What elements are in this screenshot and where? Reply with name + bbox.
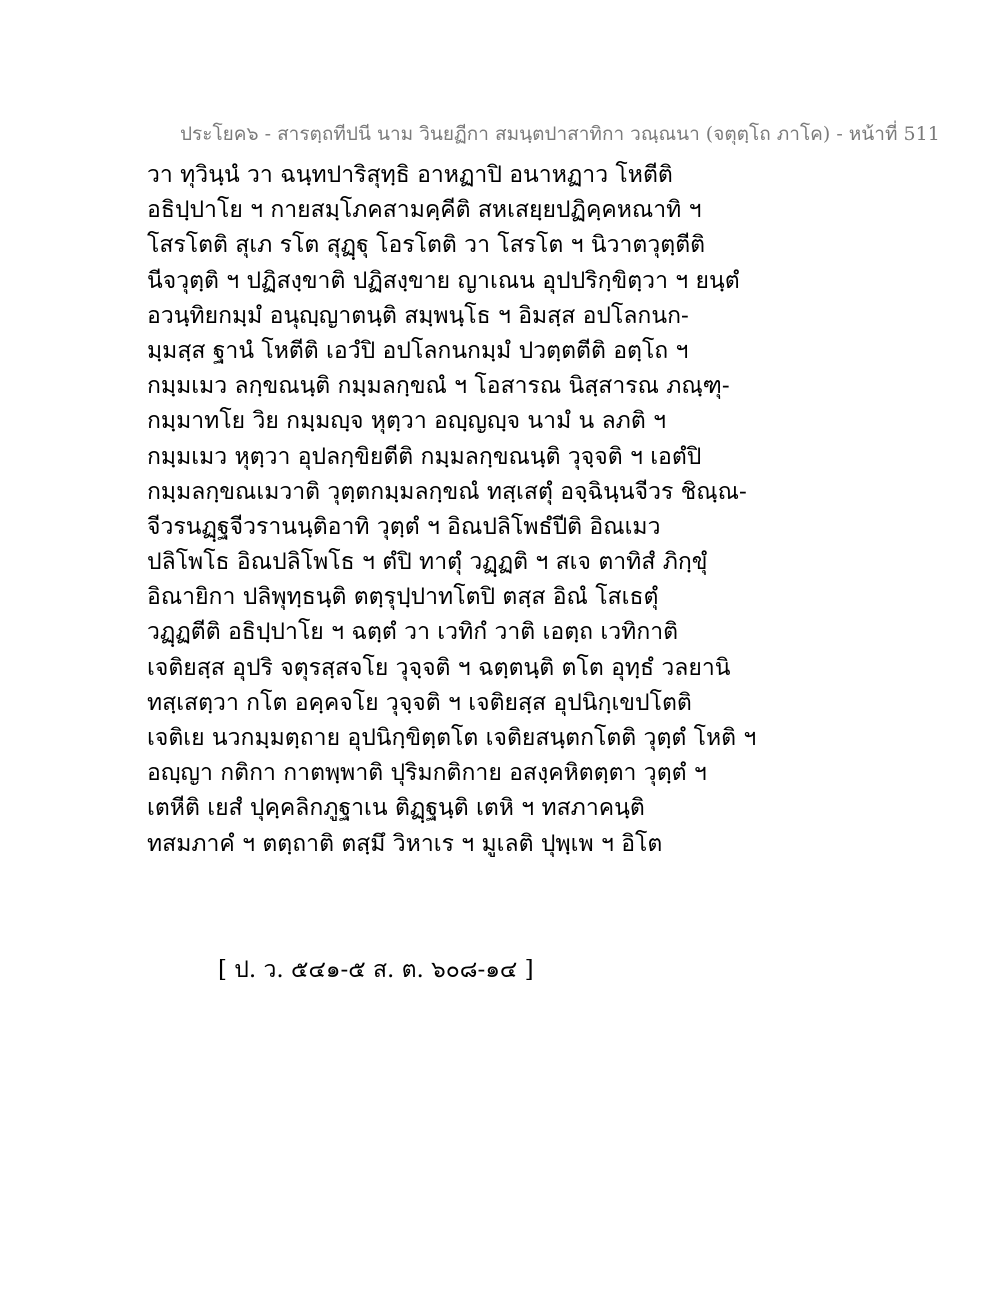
text-line: โสรโตติ สุเภ รโต สุฏฺฐุ โอรโตติ วา โสรโต ฯ นิวาตวุตฺตีติ: [147, 232, 706, 259]
text-line: วา ทุวินฺนํ วา ฉนฺทปาริสุทฺธิ อาหฏาปิ อนาหฏาว โหตีติ: [147, 162, 673, 188]
text-line: อวนฺทิยกมฺมํ อนุญฺญาตนฺติ สมฺพนฺโธ ฯ อิมสฺส อปโลกนก-: [147, 302, 689, 329]
text-line: กมฺมลกฺขณเมวาติ วุตฺตกมฺมลกฺขณํ ทสฺเสตุํ อจฺฉินฺนจีวร ชิณฺณ-: [147, 478, 747, 505]
page-header: ประโยค๖ - สารตฺถทีปนี นาม วินยฏีกา สมนฺตปาสาทิกา วณฺณนา (จตุตฺโถ ภาโค) - หน้าที่ 511: [180, 123, 940, 145]
text-line: อญฺญา กติกา กาตพฺพาติ ปุริมกติกาย อสงฺคหิตตฺตา วุตฺตํ ฯ: [147, 760, 707, 787]
text-line: อธิปฺปาโย ฯ กายสมฺโภคสามคฺคีติ สหเสยฺยปฏิคฺคหณาทิ ฯ: [147, 197, 702, 224]
text-line: ทสมภาคํ ฯ ตตฺถาติ ตสฺมึ วิหาเร ฯ มูเลติ ปุพฺเพ ฯ อิโต: [147, 830, 663, 857]
text-line: ทสฺเสตฺวา กโต อคฺคจโย วุจฺจติ ฯ เจติยสฺส อุปนิกฺเขปโตติ: [147, 689, 692, 716]
text-line: อิณายิกา ปลิพุทฺธนฺติ ตตฺรุปฺปาทโตปิ ตสฺส อิณํ โสเธตุํ: [147, 584, 659, 611]
body-text: [147, 158, 847, 862]
text-line: เจติยสฺส อุปริ จตุรสฺสจโย วุจฺจติ ฯ ฉตฺตนฺติ ตโต อุทฺธํ วลยานิ: [147, 654, 731, 681]
text-line: กมฺมเมว หุตฺวา อุปลกฺขิยตีติ กมฺมลกฺขณนฺติ วุจฺจติ ฯ เอตํปิ: [147, 443, 702, 470]
text-line: นีจวุตฺติ ฯ ปฏิสงฺขาติ ปฏิสงฺขาย ญาเณน อุปปริกฺขิตฺวา ฯ ยนฺตํ: [147, 267, 740, 294]
text-line: ปลิโพโธ อิณปลิโพโธ ฯ ตํปิ ทาตุํ วฏฺฏติ ฯ สเจ ตาทิสํ ภิกฺขุํ: [147, 549, 708, 576]
text-line: เจติเย นวกมฺมตฺถาย อุปนิกฺขิตฺตโต เจติยสนฺตกโตติ วุตฺตํ โหติ ฯ: [147, 725, 757, 751]
text-line: เตหีติ เยสํ ปุคฺคลิกภูฐาเน ติฏฺฐนฺติ เตหิ ฯ ทสภาคนฺติ: [147, 795, 645, 822]
text-line: มฺมสฺส ฐานํ โหตีติ เอวํปิ อปโลกนกมฺมํ ปวตฺตตีติ อตฺโถ ฯ: [147, 337, 689, 364]
text-line: วฏฺฏตีติ อธิปฺปาโย ฯ ฉตฺตํ วา เวทิกํ วาติ เอตฺถ เวทิกาติ: [147, 619, 679, 646]
text-line: กมฺมเมว ลกฺขณนฺติ กมฺมลกฺขณํ ฯ โอสารณ นิสฺสารณ ภณฺฑุ-: [147, 373, 730, 400]
text-line: กมฺมาทโย วิย กมฺมญฺจ หุตฺวา อญฺญญฺจ นามํ น ลภติ ฯ: [147, 408, 666, 435]
reference-citation: [ ป. ว. ๕๔๑-๕ ส. ต. ๖๐๘-๑๔ ]: [218, 957, 534, 983]
text-line: จีวรนฏฺฐจีวรานนฺติอาทิ วุตฺตํ ฯ อิณปลิโพธํปีติ อิณเมว: [147, 513, 661, 540]
